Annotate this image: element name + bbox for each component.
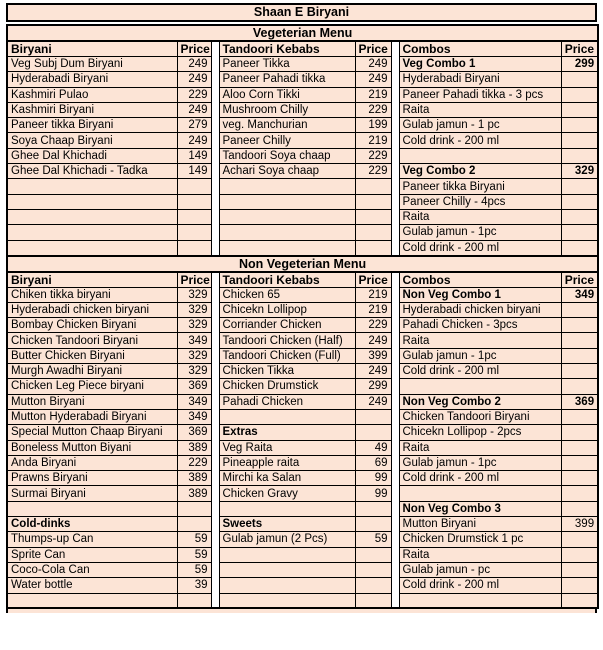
item-cell: Kashmiri Biryani <box>7 102 177 117</box>
item-cell <box>7 194 177 209</box>
column-gap <box>391 225 399 240</box>
item-cell: Pineapple raita <box>219 455 355 470</box>
column-gap <box>391 302 399 317</box>
price-cell: 399 <box>561 517 598 532</box>
menu-section-header: Non Vegeterian Menu <box>7 256 598 272</box>
price-cell <box>561 72 598 87</box>
price-cell: 149 <box>177 164 211 179</box>
item-cell <box>219 593 355 608</box>
item-cell: Prawns Biryani <box>7 471 177 486</box>
price-cell: 219 <box>355 87 391 102</box>
column-header: Combos <box>399 41 561 57</box>
item-cell: Chicekn Lollipop - 2pcs <box>399 425 561 440</box>
price-cell: 59 <box>177 562 211 577</box>
item-cell: Pahadi Chicken <box>219 394 355 409</box>
price-cell: 369 <box>561 394 598 409</box>
item-cell: Gulab jamun - 1pc <box>399 348 561 363</box>
column-gap <box>391 471 399 486</box>
price-cell <box>561 409 598 424</box>
price-cell <box>561 118 598 133</box>
column-gap <box>391 394 399 409</box>
item-cell: Mutton Biryani <box>399 517 561 532</box>
item-cell: Corriander Chicken <box>219 318 355 333</box>
item-cell: Paneer Chilly <box>219 133 355 148</box>
item-cell <box>399 486 561 501</box>
column-gap <box>211 532 219 547</box>
column-gap <box>211 302 219 317</box>
column-gap <box>391 593 399 608</box>
item-cell: Raita <box>399 440 561 455</box>
price-cell <box>561 578 598 593</box>
price-cell <box>561 547 598 562</box>
column-gap <box>391 118 399 133</box>
column-gap <box>211 547 219 562</box>
price-cell: 219 <box>355 302 391 317</box>
column-gap <box>391 41 399 57</box>
price-cell: 249 <box>355 72 391 87</box>
price-cell <box>561 501 598 516</box>
item-cell: Ghee Dal Khichadi <box>7 148 177 163</box>
price-cell: 249 <box>177 102 211 117</box>
column-gap <box>391 287 399 302</box>
column-gap <box>391 440 399 455</box>
item-cell <box>7 593 177 608</box>
column-gap <box>391 578 399 593</box>
price-cell: 249 <box>355 364 391 379</box>
price-cell <box>177 209 211 224</box>
price-cell: 279 <box>177 118 211 133</box>
item-cell: Extras <box>219 425 355 440</box>
column-gap <box>211 194 219 209</box>
column-header: Tandoori Kebabs <box>219 272 355 288</box>
menu-table-body <box>7 25 598 608</box>
column-gap <box>391 409 399 424</box>
item-cell: Mirchi ka Salan <box>219 471 355 486</box>
item-cell: Chicken Tandoori Biryani <box>399 409 561 424</box>
price-cell: 299 <box>561 57 598 72</box>
price-cell: 249 <box>177 72 211 87</box>
item-cell: Paneer Pahadi tikka <box>219 72 355 87</box>
item-cell <box>219 562 355 577</box>
price-cell <box>177 593 211 608</box>
item-cell: Hyderabadi chicken biryani <box>399 302 561 317</box>
column-gap <box>211 394 219 409</box>
item-cell <box>7 501 177 516</box>
price-cell: 389 <box>177 440 211 455</box>
price-cell: 59 <box>177 547 211 562</box>
price-cell: 229 <box>177 87 211 102</box>
column-gap <box>391 72 399 87</box>
price-cell: 59 <box>177 532 211 547</box>
column-gap <box>391 547 399 562</box>
price-cell <box>561 364 598 379</box>
price-cell <box>177 517 211 532</box>
price-cell: 59 <box>355 532 391 547</box>
item-cell: Paneer Pahadi tikka - 3 pcs <box>399 87 561 102</box>
column-gap <box>391 209 399 224</box>
price-cell: 329 <box>177 364 211 379</box>
price-cell: 249 <box>177 133 211 148</box>
price-cell <box>177 501 211 516</box>
item-cell: Chicken Tandoori Biryani <box>7 333 177 348</box>
item-cell: Chicken 65 <box>219 287 355 302</box>
item-cell: Murgh Awadhi Biryani <box>7 364 177 379</box>
price-cell <box>355 209 391 224</box>
item-cell: Cold-dinks <box>7 517 177 532</box>
price-cell <box>561 440 598 455</box>
item-cell: veg. Manchurian <box>219 118 355 133</box>
price-cell <box>561 194 598 209</box>
item-cell: Chicekn Lollipop <box>219 302 355 317</box>
item-cell: Mutton Hyderabadi Biryani <box>7 409 177 424</box>
price-cell: 349 <box>561 287 598 302</box>
column-gap <box>391 194 399 209</box>
price-cell <box>177 240 211 256</box>
price-cell: 369 <box>177 379 211 394</box>
item-cell: Hyderabadi chicken biryani <box>7 302 177 317</box>
price-cell: 389 <box>177 486 211 501</box>
price-cell <box>561 486 598 501</box>
column-header: Tandoori Kebabs <box>219 41 355 57</box>
price-cell <box>177 179 211 194</box>
item-cell: Pahadi Chicken - 3pcs <box>399 318 561 333</box>
column-gap <box>391 517 399 532</box>
column-gap <box>211 209 219 224</box>
price-cell <box>561 425 598 440</box>
price-cell: 249 <box>355 394 391 409</box>
item-cell: Cold drink - 200 ml <box>399 240 561 256</box>
item-cell <box>219 194 355 209</box>
item-cell <box>7 209 177 224</box>
column-gap <box>391 348 399 363</box>
price-cell: 349 <box>177 394 211 409</box>
item-cell: Sweets <box>219 517 355 532</box>
price-cell <box>355 501 391 516</box>
item-cell: Raita <box>399 102 561 117</box>
column-gap <box>391 501 399 516</box>
item-cell: Chicken Leg Piece biryani <box>7 379 177 394</box>
price-cell <box>561 148 598 163</box>
column-gap <box>391 364 399 379</box>
item-cell <box>7 240 177 256</box>
item-cell: Raita <box>399 209 561 224</box>
price-cell <box>561 348 598 363</box>
item-cell: Chiken tikka biryani <box>7 287 177 302</box>
price-cell: 219 <box>355 133 391 148</box>
column-gap <box>211 517 219 532</box>
column-header: Price <box>177 272 211 288</box>
item-cell: Chicken Tikka <box>219 364 355 379</box>
column-gap <box>211 501 219 516</box>
item-cell: Gulab jamun (2 Pcs) <box>219 532 355 547</box>
price-cell <box>561 333 598 348</box>
price-cell <box>561 455 598 470</box>
column-gap <box>211 348 219 363</box>
price-cell: 329 <box>177 348 211 363</box>
price-cell <box>177 225 211 240</box>
item-cell: Achari Soya chaap <box>219 164 355 179</box>
column-header: Biryani <box>7 41 177 57</box>
item-cell <box>7 179 177 194</box>
item-cell: Paneer tikka Biryani <box>7 118 177 133</box>
item-cell <box>219 501 355 516</box>
price-cell <box>355 578 391 593</box>
price-cell <box>561 87 598 102</box>
item-cell: Raita <box>399 547 561 562</box>
price-cell <box>355 179 391 194</box>
price-cell: 299 <box>355 379 391 394</box>
item-cell: Sprite Can <box>7 547 177 562</box>
item-cell: Veg Raita <box>219 440 355 455</box>
column-gap <box>391 240 399 256</box>
price-cell: 229 <box>355 164 391 179</box>
column-gap <box>391 148 399 163</box>
price-cell <box>355 593 391 608</box>
column-header: Biryani <box>7 272 177 288</box>
column-gap <box>211 318 219 333</box>
item-cell: Hyderabadi Biryani <box>7 72 177 87</box>
item-cell <box>399 379 561 394</box>
column-gap <box>391 562 399 577</box>
menu-table <box>6 24 599 609</box>
item-cell: Boneless Mutton Biyani <box>7 440 177 455</box>
column-gap <box>211 179 219 194</box>
item-cell: Tandoori Soya chaap <box>219 148 355 163</box>
price-cell <box>561 179 598 194</box>
price-cell: 249 <box>355 57 391 72</box>
column-header: Price <box>177 41 211 57</box>
price-cell: 99 <box>355 471 391 486</box>
price-cell: 329 <box>177 302 211 317</box>
price-cell <box>177 194 211 209</box>
item-cell: Surmai Biryani <box>7 486 177 501</box>
column-gap <box>391 179 399 194</box>
item-cell <box>219 179 355 194</box>
item-cell: Non Veg Combo 3 <box>399 501 561 516</box>
item-cell: Gulab jamun - 1pc <box>399 455 561 470</box>
cropped-bottom-row <box>6 609 597 613</box>
column-gap <box>211 440 219 455</box>
price-cell <box>561 225 598 240</box>
price-cell <box>355 517 391 532</box>
price-cell <box>561 593 598 608</box>
item-cell: Veg Combo 1 <box>399 57 561 72</box>
item-cell <box>399 148 561 163</box>
item-cell: Gulab jamun - pc <box>399 562 561 577</box>
column-gap <box>211 102 219 117</box>
item-cell: Tandoori Chicken (Half) <box>219 333 355 348</box>
column-gap <box>391 425 399 440</box>
price-cell: 349 <box>177 333 211 348</box>
item-cell <box>219 547 355 562</box>
item-cell: Soya Chaap Biryani <box>7 133 177 148</box>
item-cell: Coco-Cola Can <box>7 562 177 577</box>
item-cell: Cold drink - 200 ml <box>399 578 561 593</box>
column-header: Price <box>355 41 391 57</box>
price-cell: 229 <box>355 102 391 117</box>
column-gap <box>211 471 219 486</box>
column-gap <box>211 409 219 424</box>
column-header: Price <box>561 41 598 57</box>
price-cell <box>561 379 598 394</box>
column-gap <box>391 133 399 148</box>
price-cell: 149 <box>177 148 211 163</box>
column-gap <box>211 133 219 148</box>
price-cell <box>561 562 598 577</box>
column-gap <box>211 333 219 348</box>
menu-section-header: Vegeterian Menu <box>7 25 598 41</box>
price-cell: 39 <box>177 578 211 593</box>
item-cell <box>7 225 177 240</box>
column-header: Combos <box>399 272 561 288</box>
item-cell: Gulab jamun - 1pc <box>399 225 561 240</box>
item-cell <box>219 240 355 256</box>
price-cell: 49 <box>355 440 391 455</box>
price-cell: 399 <box>355 348 391 363</box>
item-cell: Gulab jamun - 1 pc <box>399 118 561 133</box>
price-cell: 249 <box>355 333 391 348</box>
item-cell: Chicken Gravy <box>219 486 355 501</box>
column-gap <box>211 578 219 593</box>
item-cell: Paneer tikka Biryani <box>399 179 561 194</box>
column-gap <box>391 318 399 333</box>
column-gap <box>211 72 219 87</box>
column-gap <box>211 240 219 256</box>
price-cell: 329 <box>561 164 598 179</box>
item-cell: Aloo Corn Tikki <box>219 87 355 102</box>
price-cell <box>355 225 391 240</box>
item-cell: Tandoori Chicken (Full) <box>219 348 355 363</box>
price-cell: 229 <box>177 455 211 470</box>
item-cell: Kashmiri Pulao <box>7 87 177 102</box>
price-cell: 229 <box>355 318 391 333</box>
item-cell: Butter Chicken Biryani <box>7 348 177 363</box>
column-gap <box>391 333 399 348</box>
price-cell: 199 <box>355 118 391 133</box>
column-gap <box>211 164 219 179</box>
column-gap <box>211 118 219 133</box>
item-cell: Bombay Chicken Biryani <box>7 318 177 333</box>
item-cell: Special Mutton Chaap Biryani <box>7 425 177 440</box>
item-cell: Mushroom Chilly <box>219 102 355 117</box>
price-cell <box>561 318 598 333</box>
price-cell <box>355 425 391 440</box>
price-cell: 219 <box>355 287 391 302</box>
column-gap <box>211 425 219 440</box>
price-cell <box>561 133 598 148</box>
price-cell: 369 <box>177 425 211 440</box>
price-cell <box>561 240 598 256</box>
column-gap <box>391 87 399 102</box>
price-cell: 329 <box>177 287 211 302</box>
item-cell: Hyderabadi Biryani <box>399 72 561 87</box>
item-cell: Cold drink - 200 ml <box>399 133 561 148</box>
item-cell: Anda Biryani <box>7 455 177 470</box>
item-cell: Ghee Dal Khichadi - Tadka <box>7 164 177 179</box>
column-gap <box>211 593 219 608</box>
price-cell: 229 <box>355 148 391 163</box>
price-cell: 389 <box>177 471 211 486</box>
column-gap <box>211 272 219 288</box>
column-gap <box>391 455 399 470</box>
item-cell <box>219 225 355 240</box>
column-gap <box>211 455 219 470</box>
column-gap <box>211 562 219 577</box>
item-cell <box>219 409 355 424</box>
price-cell <box>561 209 598 224</box>
price-cell <box>355 547 391 562</box>
column-gap <box>211 364 219 379</box>
column-gap <box>391 532 399 547</box>
price-cell <box>561 471 598 486</box>
item-cell: Chicken Drumstick <box>219 379 355 394</box>
column-gap <box>211 148 219 163</box>
column-gap <box>391 164 399 179</box>
item-cell: Water bottle <box>7 578 177 593</box>
item-cell <box>399 593 561 608</box>
price-cell <box>561 302 598 317</box>
price-cell <box>355 409 391 424</box>
price-cell <box>355 562 391 577</box>
item-cell: Chicken Drumstick 1 pc <box>399 532 561 547</box>
column-header: Price <box>561 272 598 288</box>
item-cell: Raita <box>399 333 561 348</box>
item-cell: Cold drink - 200 ml <box>399 364 561 379</box>
price-cell <box>561 102 598 117</box>
price-cell <box>355 240 391 256</box>
price-cell: 349 <box>177 409 211 424</box>
item-cell: Paneer Tikka <box>219 57 355 72</box>
column-gap <box>211 486 219 501</box>
column-gap <box>391 379 399 394</box>
price-cell: 249 <box>177 57 211 72</box>
column-gap <box>211 225 219 240</box>
price-cell: 329 <box>177 318 211 333</box>
column-gap <box>211 287 219 302</box>
item-cell <box>219 578 355 593</box>
column-gap <box>391 102 399 117</box>
item-cell: Non Veg Combo 2 <box>399 394 561 409</box>
restaurant-title: Shaan E Biryani <box>6 3 597 22</box>
column-gap <box>211 41 219 57</box>
item-cell: Non Veg Combo 1 <box>399 287 561 302</box>
column-gap <box>211 57 219 72</box>
column-header: Price <box>355 272 391 288</box>
item-cell: Thumps-up Can <box>7 532 177 547</box>
price-cell: 99 <box>355 486 391 501</box>
column-gap <box>211 379 219 394</box>
column-gap <box>211 87 219 102</box>
price-cell: 69 <box>355 455 391 470</box>
column-gap <box>391 57 399 72</box>
item-cell: Paneer Chilly - 4pcs <box>399 194 561 209</box>
item-cell <box>219 209 355 224</box>
item-cell: Veg Subj Dum Biryani <box>7 57 177 72</box>
column-gap <box>391 272 399 288</box>
price-cell <box>355 194 391 209</box>
item-cell: Mutton Biryani <box>7 394 177 409</box>
price-cell <box>561 532 598 547</box>
column-gap <box>391 486 399 501</box>
item-cell: Cold drink - 200 ml <box>399 471 561 486</box>
item-cell: Veg Combo 2 <box>399 164 561 179</box>
